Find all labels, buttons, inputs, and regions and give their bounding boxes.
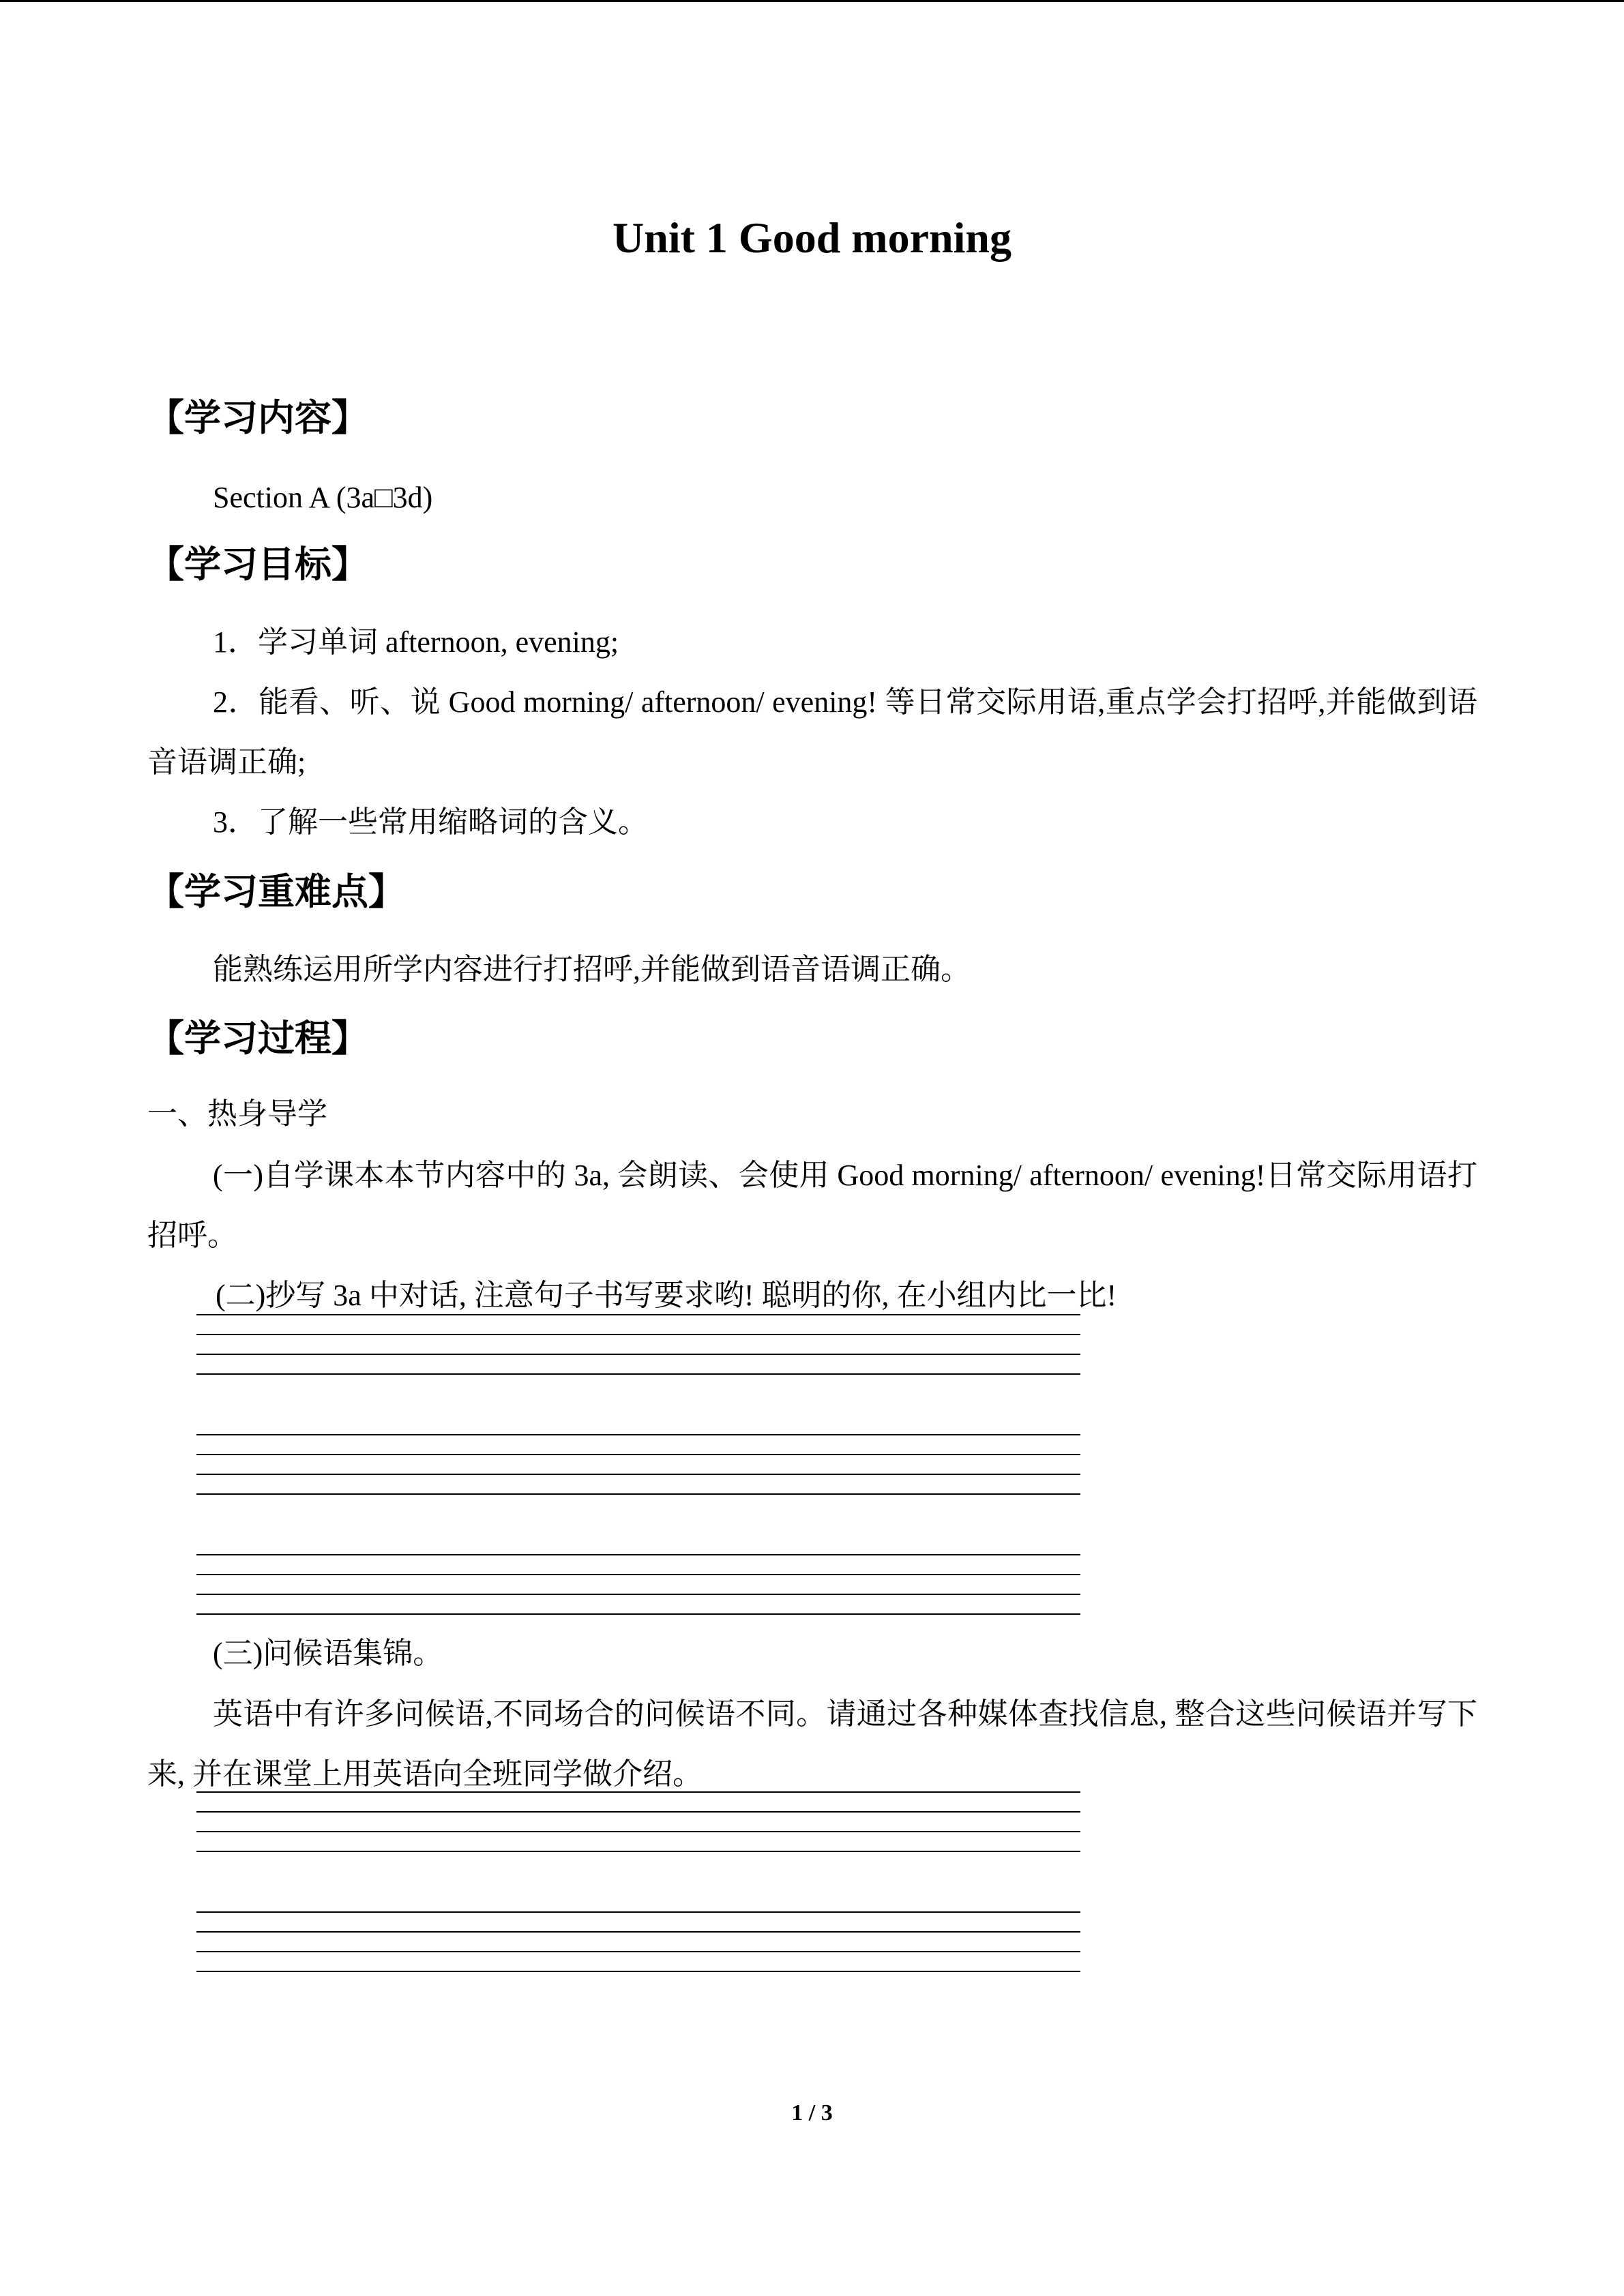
writing-line[interactable] — [196, 1435, 1080, 1455]
writing-line[interactable] — [196, 1536, 1080, 1555]
top-border — [0, 0, 1624, 2]
writing-line[interactable] — [196, 1913, 1080, 1933]
step-2-text: (二)抄写 3a 中对话, 注意句子书写要求哟! 聪明的你, 在小组内比一比! — [216, 1279, 1117, 1312]
writing-line[interactable] — [196, 1813, 1080, 1832]
part-one-label: 一、热身导学 — [147, 1097, 327, 1131]
document-title: Unit 1 Good morning — [612, 213, 1012, 262]
step-3-label: (三)问候语集锦。 — [213, 1637, 443, 1670]
page-number: 1 / 3 — [791, 2100, 833, 2126]
writing-line[interactable] — [196, 1296, 1080, 1315]
heading-learning-goals: 【学习目标】 — [147, 543, 368, 586]
writing-lines-group-5[interactable] — [196, 1893, 1080, 1972]
writing-line[interactable] — [196, 1335, 1080, 1355]
writing-line[interactable] — [196, 1455, 1080, 1475]
writing-line[interactable] — [196, 1575, 1080, 1595]
writing-line[interactable] — [196, 1933, 1080, 1952]
writing-line[interactable] — [196, 1475, 1080, 1495]
writing-lines-group-2[interactable] — [196, 1416, 1080, 1495]
learning-content-text: Section A (3a□3d) — [213, 481, 433, 514]
writing-line[interactable] — [196, 1595, 1080, 1615]
heading-key-points: 【学习重难点】 — [147, 870, 405, 913]
heading-learning-content: 【学习内容】 — [147, 396, 368, 439]
writing-line[interactable] — [196, 1793, 1080, 1813]
goal-1: 1．学习单词 afternoon, evening; — [213, 625, 619, 659]
writing-line[interactable] — [196, 1315, 1080, 1335]
step-1-text: (一)自学课本本节内容中的 3a, 会朗读、会使用 Good morning/ afternoon/ evening!日常交际用语打招呼。 — [147, 1159, 1477, 1252]
writing-line[interactable] — [196, 1952, 1080, 1972]
writing-line[interactable] — [196, 1832, 1080, 1852]
writing-lines-group-3[interactable] — [196, 1536, 1080, 1615]
goal-3: 3．了解一些常用缩略词的含义。 — [213, 805, 648, 839]
key-points-text: 能熟练运用所学内容进行打招呼,并能做到语音语调正确。 — [213, 953, 971, 986]
writing-line[interactable] — [196, 1893, 1080, 1913]
step-3-text: 英语中有许多问候语,不同场合的问候语不同。请通过各种媒体查找信息, 整合这些问候语并写下来, 并在课堂上用英语向全班同学做介绍。 — [147, 1697, 1477, 1791]
writing-line[interactable] — [196, 1773, 1080, 1793]
goal-2: 2．能看、听、说 Good morning/ afternoon/ evening! 等日常交际用语,重点学会打招呼,并能做到语音语调正确; — [147, 685, 1477, 779]
writing-lines-group-1[interactable] — [196, 1296, 1080, 1375]
writing-line[interactable] — [196, 1416, 1080, 1435]
writing-line[interactable] — [196, 1355, 1080, 1375]
writing-line[interactable] — [196, 1555, 1080, 1575]
writing-lines-group-4[interactable] — [196, 1773, 1080, 1852]
heading-learning-process: 【学习过程】 — [147, 1017, 368, 1060]
